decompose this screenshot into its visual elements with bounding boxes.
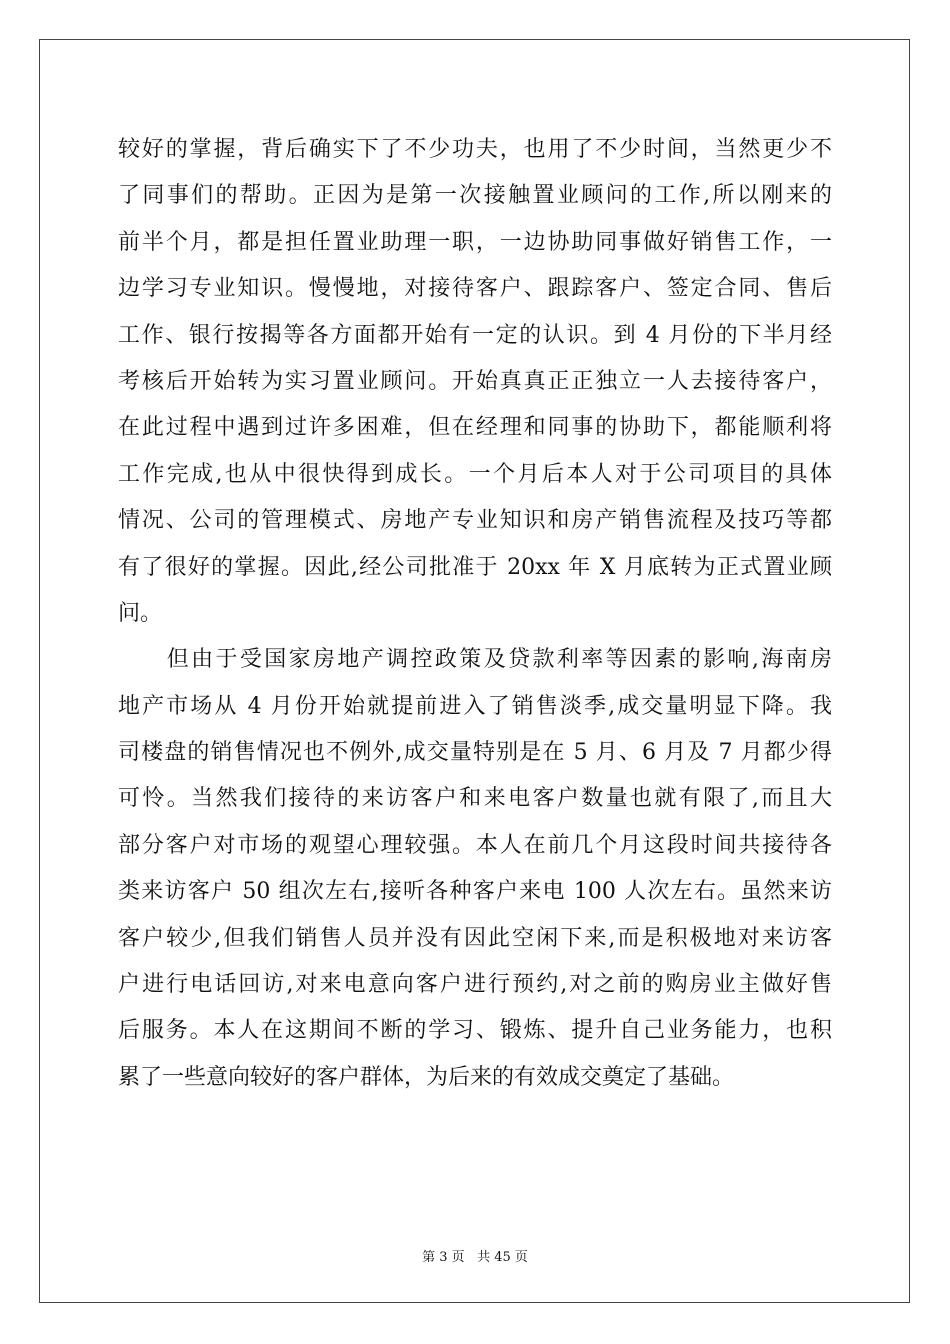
text-line: 但由于受国家房地产调控政策及贷款利率等因素的影响,海南房: [118, 647, 832, 673]
text-line: 工作、银行按揭等各方面都开始有一定的认识。到 4 月份的下半月经: [118, 322, 832, 348]
text-line: 可怜。当然我们接待的来访客户和来电客户数量也就有限了,而且大: [118, 786, 832, 812]
text-line: 户进行电话回访,对来电意向客户进行预约,对之前的购房业主做好售: [118, 972, 832, 998]
text-line: 部分客户对市场的观望心理较强。本人在前几个月这段时间共接待各: [118, 832, 832, 858]
text-line: 边学习专业知识。慢慢地，对接待客户、跟踪客户、签定合同、售后: [118, 276, 832, 302]
page-number-current: 第 3 页: [422, 1250, 465, 1265]
text-line: 了同事们的帮助。正因为是第一次接触置业顾问的工作,所以刚来的: [118, 183, 832, 209]
text-line: 累了一些意向较好的客户群体，为后来的有效成交奠定了基础。: [118, 1064, 735, 1090]
text-line: 情况、公司的管理模式、房地产专业知识和房产销售流程及技巧等都: [118, 508, 832, 534]
document-body: [118, 127, 832, 1101]
text-line: 工作完成,也从中很快得到成长。一个月后本人对于公司项目的具体: [118, 461, 832, 487]
text-line: 较好的掌握，背后确实下了不少功夫，也用了不少时间，当然更少不: [118, 137, 832, 162]
page-footer: [0, 1246, 950, 1265]
text-line: 在此过程中遇到过许多困难，但在经理和同事的协助下，都能顺利将: [118, 415, 832, 441]
text-line: 司楼盘的销售情况也不例外,成交量特别是在 5 月、6 月及 7 月都少得: [118, 740, 832, 766]
text-line: 地产市场从 4 月份开始就提前进入了销售淡季,成交量明显下降。我: [118, 693, 832, 719]
text-line: 客户较少,但我们销售人员并没有因此空闲下来,而是积极地对来访客: [118, 925, 832, 951]
text-line: 问。: [118, 600, 163, 626]
page-number-total: 共 45 页: [477, 1250, 528, 1265]
text-line: 前半个月，都是担任置业助理一职，一边协助同事做好销售工作，一: [118, 229, 832, 255]
text-line: 有了很好的掌握。因此,经公司批准于 20xx 年 X 月底转为正式置业顾: [118, 554, 832, 580]
text-line: 后服务。本人在这期间不断的学习、锻炼、提升自己业务能力，也积: [118, 1018, 832, 1044]
text-line: 考核后开始转为实习置业顾问。开始真真正正独立一人去接待客户，: [118, 368, 832, 394]
text-line: 类来访客户 50 组次左右,接听各种客户来电 100 人次左右。虽然来访: [118, 879, 832, 905]
